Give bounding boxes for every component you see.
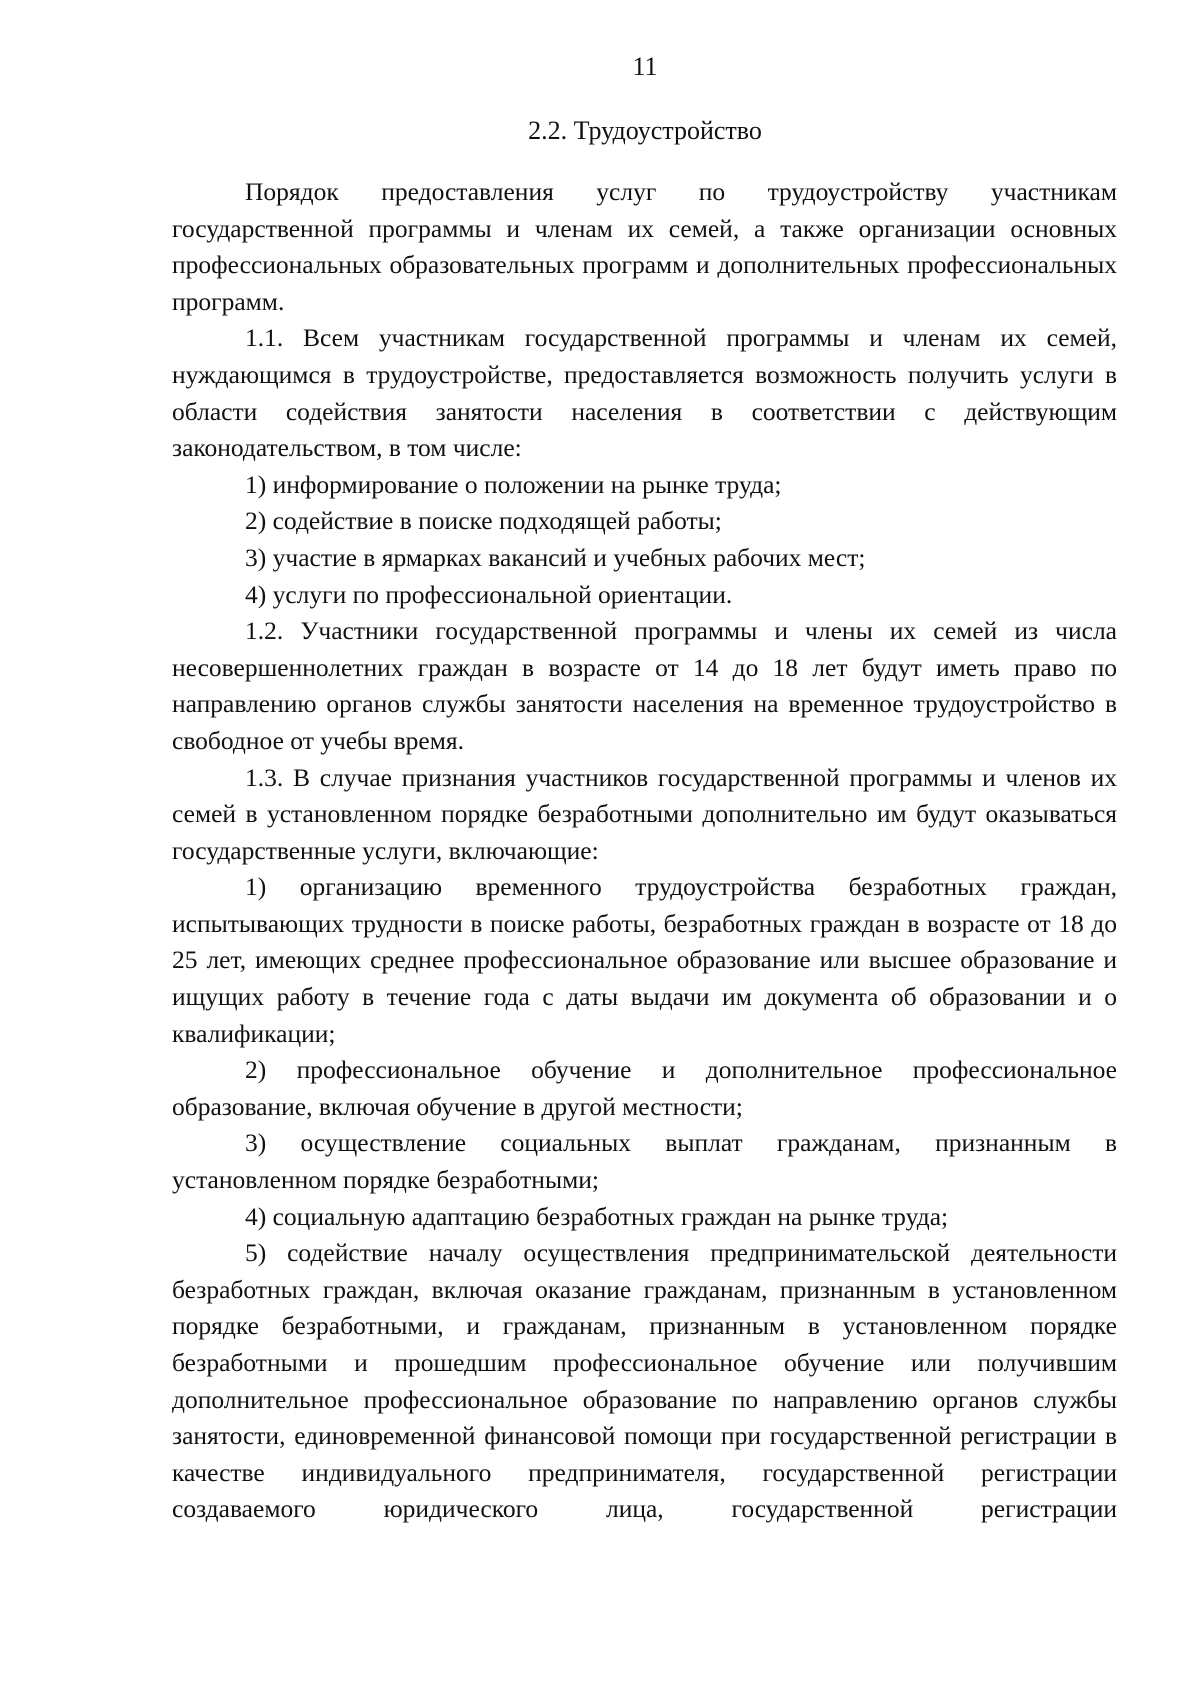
clause-1-3-item-4: 4) социальную адаптацию безработных граждан на рынке труда; bbox=[245, 1201, 949, 1231]
section-title: 2.2. Трудоустройство bbox=[528, 116, 762, 145]
document-body bbox=[172, 174, 1117, 1528]
clause-1-3-item-5: 5) содействие началу осуществления предпринимательской деятельности безработных граждан, включая оказание гражданам, признанным в установленном порядке безработными, и гражданам, признанным в установленном порядке безработными и прошедшим профессиональное обучение или получившим дополнительное профессиональное образование по направлению органов службы занятости, единовременной финансовой помощи при государственной регистрации в качестве индивидуального предпринимателя, государственной регистрации создаваемого юридического лица, государственной регистрации bbox=[172, 1238, 1117, 1524]
clause-1-1: 1.1. Всем участникам государственной программы и членам их семей, нуждающимся в трудоустройстве, предоставляется возможность получить услуги в области содействия занятости населения в соответствии с действующим законодательством, в том числе: bbox=[172, 323, 1117, 463]
clause-1-3-item-2: 2) профессиональное обучение и дополнительное профессиональное образование, включая обучение в другой местности; bbox=[172, 1055, 1117, 1121]
clause-1-3: 1.3. В случае признания участников государственной программы и членов их семей в установленном порядке безработными дополнительно им будут оказываться государственные услуги, включающие: bbox=[172, 762, 1117, 865]
clause-1-1-item-1: 1) информирование о положении на рынке труда; bbox=[245, 469, 782, 499]
intro-paragraph: Порядок предоставления услуг по трудоустройству участникам государственной программы и членам их семей, а также организации основных профессиональных образовательных программ и дополнительных профессиональных программ. bbox=[172, 177, 1117, 316]
clause-1-1-item-2: 2) содействие в поиске подходящей работы; bbox=[245, 506, 722, 536]
clause-1-1-item-4: 4) услуги по профессиональной ориентации. bbox=[245, 579, 733, 609]
clause-1-3-item-1: 1) организацию временного трудоустройства безработных граждан, испытывающих трудности в поиске работы, безработных граждан в возрасте от 18 до 25 лет, имеющих среднее профессиональное образование или высшее образование и ищущих работу в течение года с даты выдачи им документа об образовании и о квалификации; bbox=[172, 872, 1117, 1048]
clause-1-3-item-3: 3) осуществление социальных выплат гражданам, признанным в установленном порядке безработными; bbox=[172, 1128, 1117, 1195]
page-number: 11 bbox=[632, 52, 658, 81]
clause-1-2: 1.2. Участники государственной программы и члены их семей из числа несовершеннолетних граждан в возрасте от 14 до 18 лет будут иметь право по направлению органов службы занятости населения на временное трудоустройство в свободное от учебы время. bbox=[172, 616, 1117, 755]
clause-1-1-item-3: 3) участие в ярмарках вакансий и учебных рабочих мест; bbox=[245, 542, 866, 572]
